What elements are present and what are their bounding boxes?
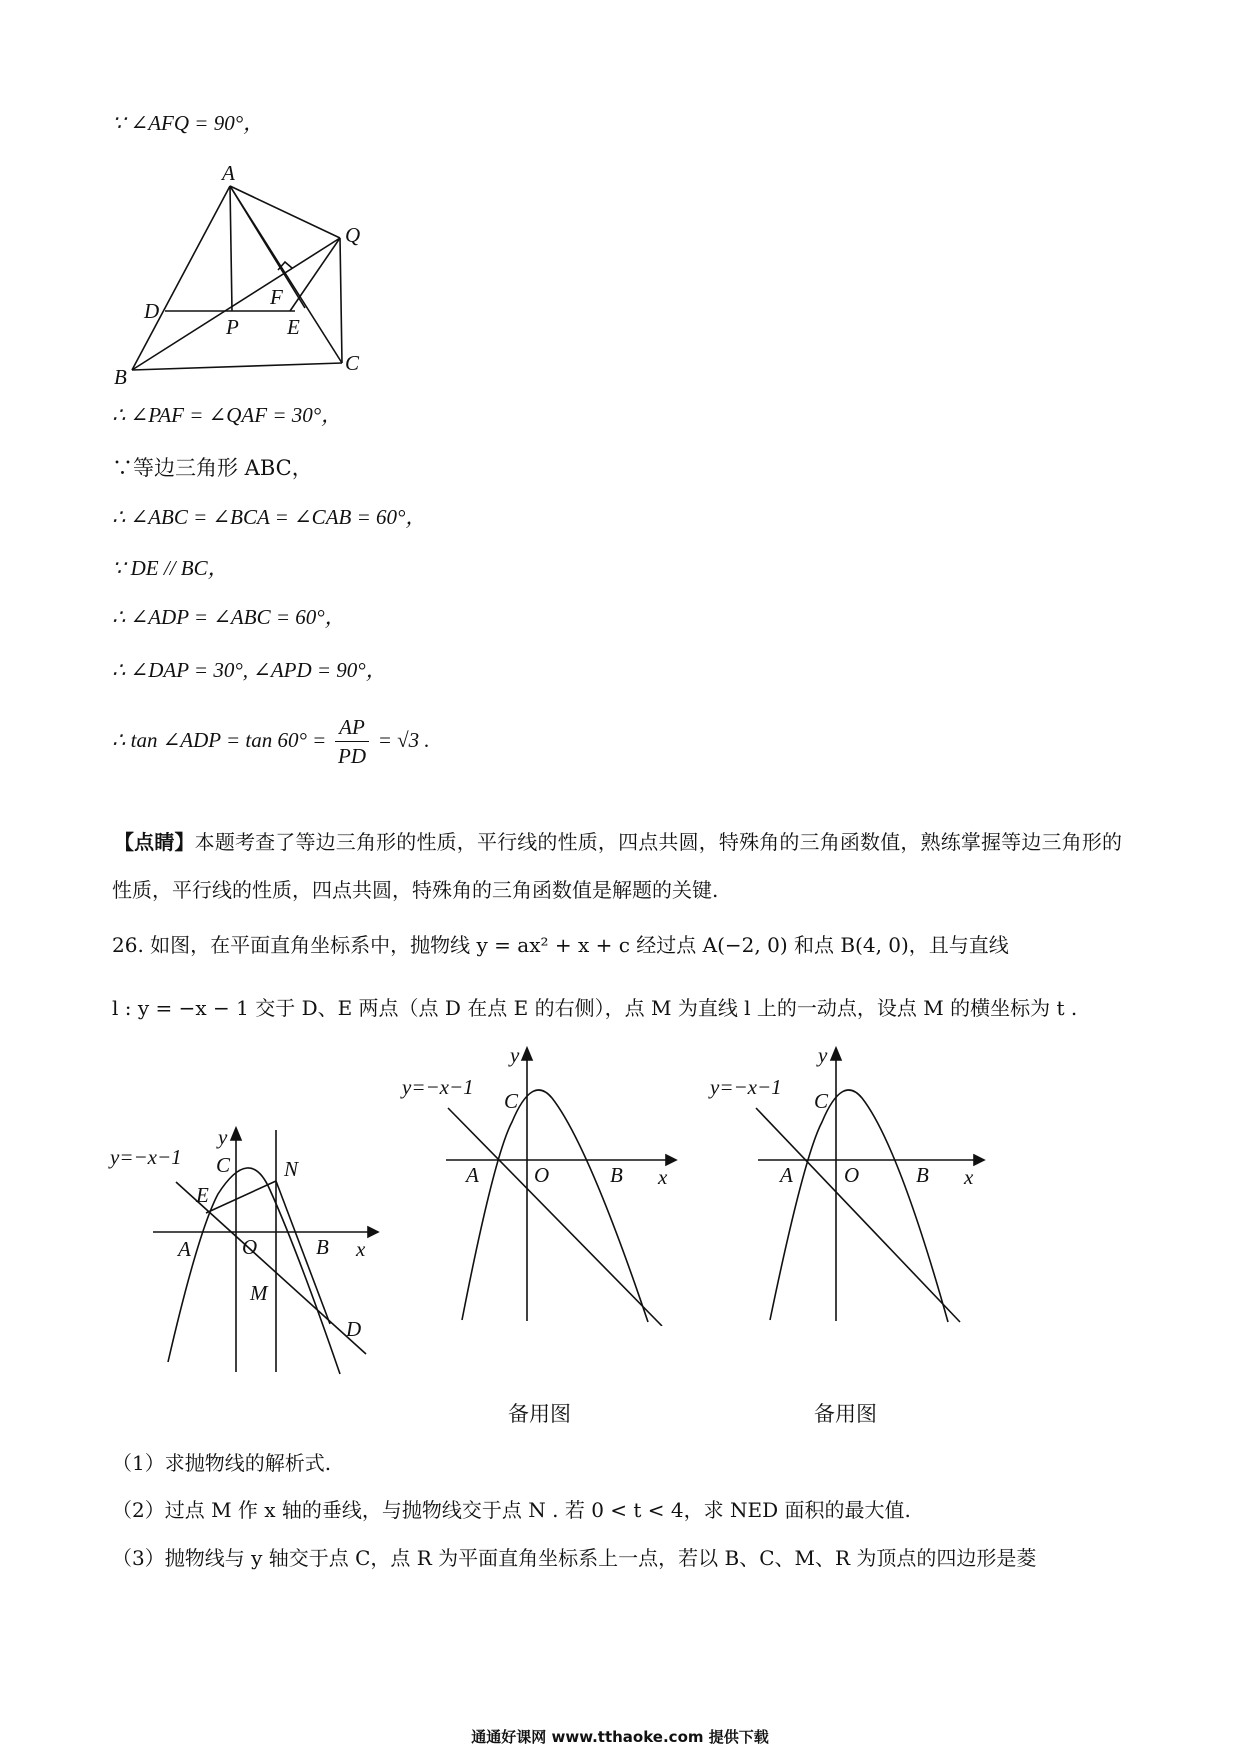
spare2-label-A: A xyxy=(780,1163,793,1187)
spare1-label-C: C xyxy=(504,1089,519,1113)
graph-figure-main xyxy=(108,1122,380,1384)
geometry-figure xyxy=(100,158,390,388)
spare2-label-y: y xyxy=(818,1043,828,1067)
main-label-B: B xyxy=(316,1235,329,1259)
main-label-D: D xyxy=(346,1317,362,1341)
page-footer: 通通好课网 www.tthaoke.com 提供下载 xyxy=(471,1728,769,1746)
geo-label-D: D xyxy=(144,299,160,323)
spare1-label-O: O xyxy=(534,1163,550,1187)
fraction-numerator: AP xyxy=(335,713,369,742)
comment-tag: 【点睛】 xyxy=(114,830,195,854)
line-8 xyxy=(112,710,430,770)
line-1: ∵ ∠AFQ = 90°， xyxy=(112,111,265,135)
main-label-O: O xyxy=(242,1235,258,1259)
line-4: ∴ ∠ABC = ∠BCA = ∠CAB = 60°， xyxy=(112,505,427,529)
fraction-denominator: PD xyxy=(338,744,366,768)
graph-figure-spare-2 xyxy=(708,1036,998,1326)
line-7: ∴ ∠DAP = 30°, ∠APD = 90°， xyxy=(112,658,387,682)
geo-label-E: E xyxy=(287,315,300,339)
main-label-E: E xyxy=(196,1183,209,1207)
spare2-label-O: O xyxy=(844,1163,860,1187)
line-5: ∵ DE // BC， xyxy=(112,556,229,580)
problem-line-2: l : y = −x − 1 交于 D、E 两点（点 D 在点 E 的右侧），点 M 为直线 l 上的一动点，设点 M 的横坐标为 t . xyxy=(112,996,1078,1020)
main-label-C: C xyxy=(216,1153,231,1177)
line-6: ∴ ∠ADP = ∠ABC = 60°， xyxy=(112,605,346,629)
question-1: （1）求抛物线的解析式. xyxy=(112,1451,332,1475)
spare2-label-C: C xyxy=(814,1089,829,1113)
geo-label-F: F xyxy=(270,285,283,309)
geo-label-Q: Q xyxy=(345,223,361,247)
problem-line-1: 26. 如图，在平面直角坐标系中，抛物线 y = ax² + x + c 经过点 A(−2, 0) 和点 B(4, 0)，且与直线 xyxy=(112,933,1009,957)
line-8-prefix: ∴ tan ∠ADP = tan 60° = xyxy=(112,728,327,752)
line-2: ∴ ∠PAF = ∠QAF = 30°， xyxy=(112,403,343,427)
main-label-M: M xyxy=(250,1281,268,1305)
spare1-label-y: y xyxy=(510,1043,520,1067)
main-label-y: y xyxy=(218,1125,228,1149)
main-label-A: A xyxy=(178,1237,191,1261)
main-label-line-eq: y=−x−1 xyxy=(110,1145,182,1169)
line-8-suffix: = √3 . xyxy=(377,728,430,752)
spare1-label-B: B xyxy=(610,1163,623,1187)
geo-label-A: A xyxy=(222,161,235,185)
comment-text: 本题考查了等边三角形的性质，平行线的性质，四点共圆，特殊角的三角函数值，熟练掌握等边三角形的性质，平行线的性质，四点共圆，特殊角的三角函数值是解题的关键. xyxy=(112,830,1123,902)
fraction-ap-pd xyxy=(335,713,369,770)
comment-paragraph xyxy=(112,818,1122,914)
graph-figure-spare-1 xyxy=(400,1036,690,1326)
question-2: （2）过点 M 作 x 轴的垂线，与抛物线交于点 N . 若 0 < t < 4，求 NED 面积的最大值. xyxy=(112,1498,911,1522)
line-3: ∵等边三角形 ABC， xyxy=(112,456,313,480)
caption-spare-1: 备用图 xyxy=(508,1402,571,1426)
spare2-label-x: x xyxy=(964,1165,974,1189)
spare2-label-line-eq: y=−x−1 xyxy=(710,1075,782,1099)
spare1-label-line-eq: y=−x−1 xyxy=(402,1075,474,1099)
question-3: （3）抛物线与 y 轴交于点 C，点 R 为平面直角坐标系上一点，若以 B、C、M、R 为顶点的四边形是菱 xyxy=(112,1546,1037,1570)
spare1-label-A: A xyxy=(466,1163,479,1187)
geo-label-B: B xyxy=(114,365,127,388)
caption-spare-2: 备用图 xyxy=(814,1402,877,1426)
spare1-label-x: x xyxy=(658,1165,668,1189)
geo-label-C: C xyxy=(345,351,360,375)
main-label-N: N xyxy=(284,1157,299,1181)
geo-label-P: P xyxy=(226,315,239,339)
spare2-label-B: B xyxy=(916,1163,929,1187)
main-label-x: x xyxy=(356,1237,366,1261)
